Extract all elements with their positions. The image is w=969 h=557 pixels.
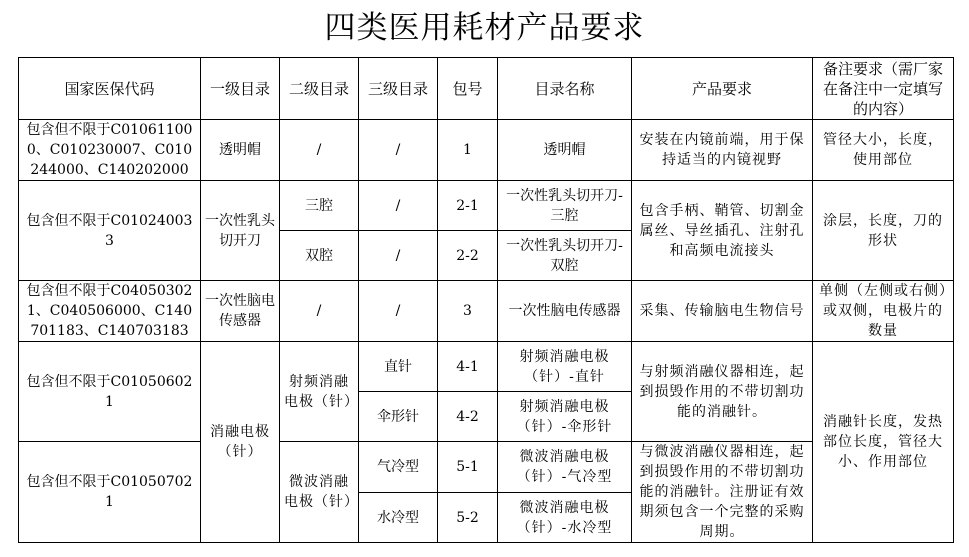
header-pkg: 包号 [438, 58, 498, 120]
code-cell: 包含但不限于C010240033 [19, 181, 201, 281]
pkg-cell: 2-2 [438, 231, 498, 281]
header-req: 产品要求 [632, 58, 813, 120]
table-row [19, 120, 954, 181]
header-level2: 二级目录 [280, 58, 359, 120]
code-cell: 包含但不限于C010611000、C010230007、C010244000、C140202000 [19, 120, 201, 181]
pkg-cell: 4-1 [438, 342, 498, 392]
level2-cell: 射频消融电极（针） [280, 342, 359, 442]
remark-cell: 单侧（左侧或右侧）或双侧，电极片的数量 [813, 281, 954, 342]
level3-cell: 气冷型 [359, 442, 438, 493]
header-remark: 备注要求（需厂家在备注中一定填写的内容） [813, 58, 954, 120]
pkg-cell: 5-2 [438, 493, 498, 543]
code-cell: 包含但不限于C010507021 [19, 442, 201, 543]
req-cell: 采集、传输脑电生物信号 [632, 281, 813, 342]
requirements-table [18, 57, 954, 543]
header-name: 目录名称 [498, 58, 632, 120]
name-cell: 微波消融电极（针）-水冷型 [498, 493, 632, 543]
header-code: 国家医保代码 [19, 58, 201, 120]
level2-cell: 双腔 [280, 231, 359, 281]
level3-cell: 水冷型 [359, 493, 438, 543]
name-cell: 射频消融电极（针）-伞形针 [498, 392, 632, 442]
level1-cell: 透明帽 [201, 120, 280, 181]
pkg-cell: 3 [438, 281, 498, 342]
header-level3: 三级目录 [359, 58, 438, 120]
pkg-cell: 2-1 [438, 181, 498, 231]
level3-cell: 直针 [359, 342, 438, 392]
remark-cell: 管径大小，长度，使用部位 [813, 120, 954, 181]
name-cell: 透明帽 [498, 120, 632, 181]
header-row [19, 58, 954, 120]
level2-cell: 微波消融电极（针） [280, 442, 359, 543]
pkg-cell: 5-1 [438, 442, 498, 493]
level1-cell: 一次性脑电传感器 [201, 281, 280, 342]
name-cell: 一次性乳头切开刀-三腔 [498, 181, 632, 231]
table-row [19, 181, 954, 231]
level3-cell: / [359, 120, 438, 181]
level1-cell: 一次性乳头切开刀 [201, 181, 280, 281]
level3-cell: / [359, 281, 438, 342]
page-title: 四类医用耗材产品要求 [324, 10, 645, 46]
req-cell: 与微波消融仪器相连，起到损毁作用的不带切割功能的消融针。注册证有效期须包含一个完整的采购周期。 [632, 442, 813, 543]
name-cell: 射频消融电极（针）-直针 [498, 342, 632, 392]
level2-cell: 三腔 [280, 181, 359, 231]
level3-cell: 伞形针 [359, 392, 438, 442]
req-cell: 与射频消融仪器相连，起到损毁作用的不带切割功能的消融针。 [632, 342, 813, 442]
name-cell: 一次性乳头切开刀-双腔 [498, 231, 632, 281]
pkg-cell: 4-2 [438, 392, 498, 442]
req-cell: 安装在内镜前端，用于保持适当的内镜视野 [632, 120, 813, 181]
req-cell: 包含手柄、鞘管、切割金属丝、导丝插孔、注射孔和高频电流接头 [632, 181, 813, 281]
level2-cell: / [280, 281, 359, 342]
code-cell: 包含但不限于C010506021 [19, 342, 201, 442]
level3-cell: / [359, 181, 438, 231]
remark-cell: 消融针长度，发热部位长度，管径大小、作用部位 [813, 342, 954, 543]
pkg-cell: 1 [438, 120, 498, 181]
level3-cell: / [359, 231, 438, 281]
level1-cell: 消融电极（针） [201, 342, 280, 543]
table-row [19, 342, 954, 392]
remark-cell: 涂层，长度，刀的形状 [813, 181, 954, 281]
level2-cell: / [280, 120, 359, 181]
table-row [19, 281, 954, 342]
name-cell: 微波消融电极（针）-气冷型 [498, 442, 632, 493]
code-cell: 包含但不限于C040503021、C040506000、C140701183、C140703183 [19, 281, 201, 342]
header-level1: 一级目录 [201, 58, 280, 120]
name-cell: 一次性脑电传感器 [498, 281, 632, 342]
